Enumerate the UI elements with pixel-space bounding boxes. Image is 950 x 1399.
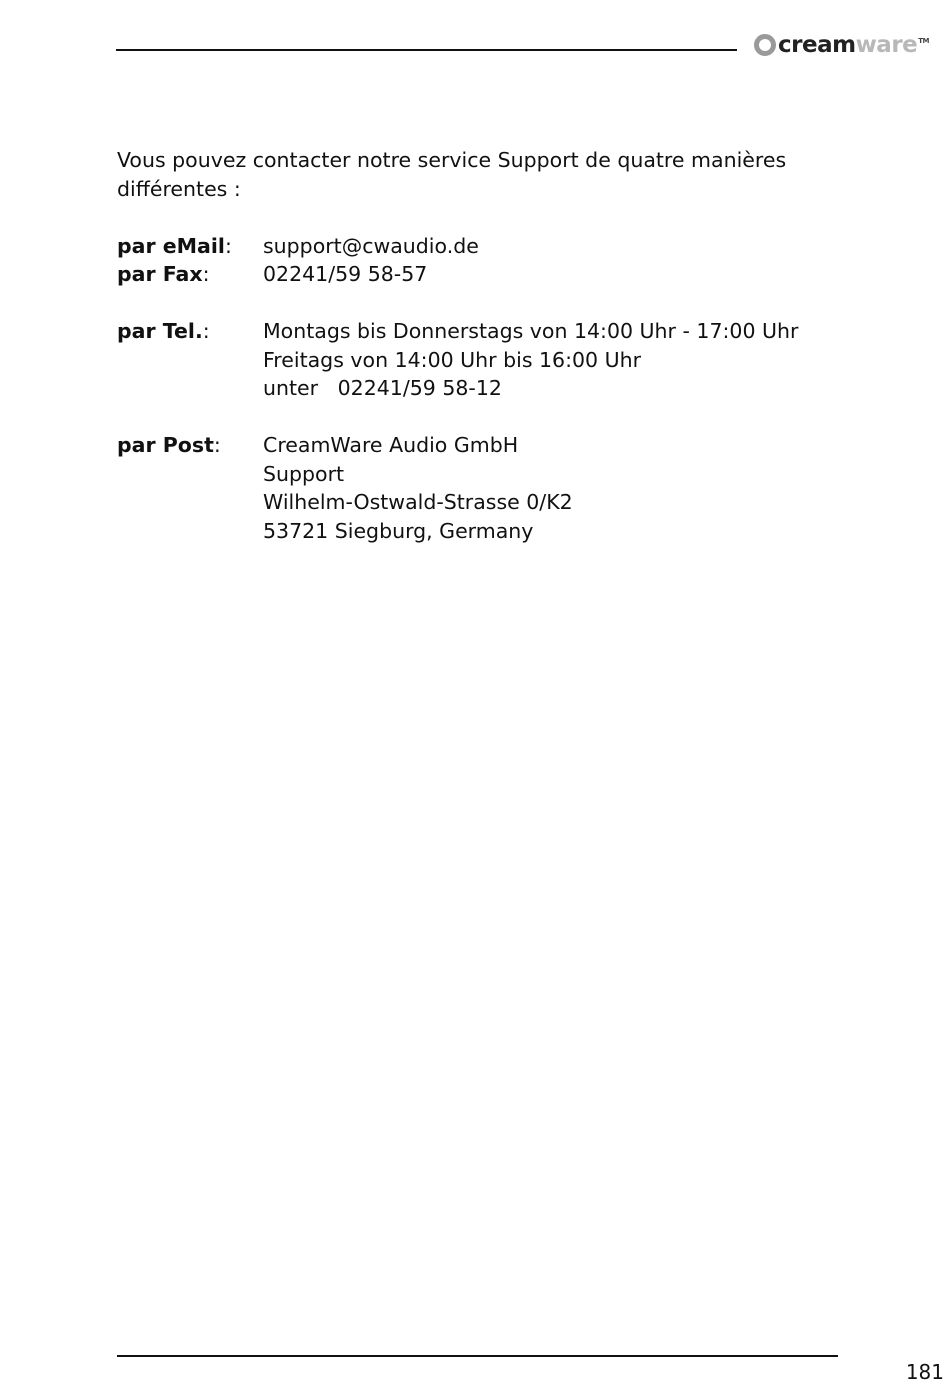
contact-tel-row: par Tel.: Montags bis Donnerstags von 14:00 Uhr - 17:00 Uhr Freitags von 14:00 Uhr bis 16:00 Uhr unter 02241/59 58-12 bbox=[117, 317, 837, 403]
contact-tel-line: Montags bis Donnerstags von 14:00 Uhr - 17:00 Uhr bbox=[263, 319, 799, 343]
page-number: 181 bbox=[905, 1360, 944, 1384]
contact-post-line: CreamWare Audio GmbH bbox=[263, 433, 519, 457]
contact-fax-label: par Fax bbox=[117, 262, 203, 286]
contact-post-line: 53721 Siegburg, Germany bbox=[263, 518, 534, 543]
contact-tel-label: par Tel. bbox=[117, 319, 203, 343]
contact-tel-line: Freitags von 14:00 Uhr bis 16:00 Uhr bbox=[263, 347, 642, 372]
contact-email-label: par eMail bbox=[117, 233, 225, 258]
footer-rule bbox=[117, 1355, 838, 1357]
contact-tel-line: unter 02241/59 58-12 bbox=[263, 376, 502, 400]
logo-text-strong: cream bbox=[778, 31, 856, 58]
contact-fax-row: par Fax: 02241/59 58-57 bbox=[117, 260, 837, 289]
spacer bbox=[117, 289, 837, 318]
contact-fax-value: 02241/59 58-57 bbox=[263, 262, 428, 286]
page-content bbox=[117, 146, 837, 545]
contact-email-value: support@cwaudio.de bbox=[263, 233, 479, 258]
intro-paragraph: Vous pouvez contacter notre service Support de quatre manières différentes : bbox=[117, 148, 787, 201]
contact-post-label: par Post bbox=[117, 433, 214, 457]
contact-post-row: par Post: CreamWare Audio GmbH Support Wilhelm-Ostwald-Strasse 0/K2 53721 Siegburg, Germany bbox=[117, 431, 837, 545]
creamware-logo bbox=[754, 28, 929, 62]
contact-post-line: Support bbox=[263, 461, 345, 486]
header-rule bbox=[116, 49, 737, 51]
logo-text-light: ware bbox=[855, 31, 918, 58]
logo-ring-icon bbox=[754, 34, 776, 56]
logo-trademark: TM bbox=[918, 36, 930, 45]
contact-email-row: par eMail: support@cwaudio.de bbox=[117, 232, 837, 261]
contact-post-line: Wilhelm-Ostwald-Strasse 0/K2 bbox=[263, 490, 573, 514]
spacer bbox=[117, 403, 837, 432]
